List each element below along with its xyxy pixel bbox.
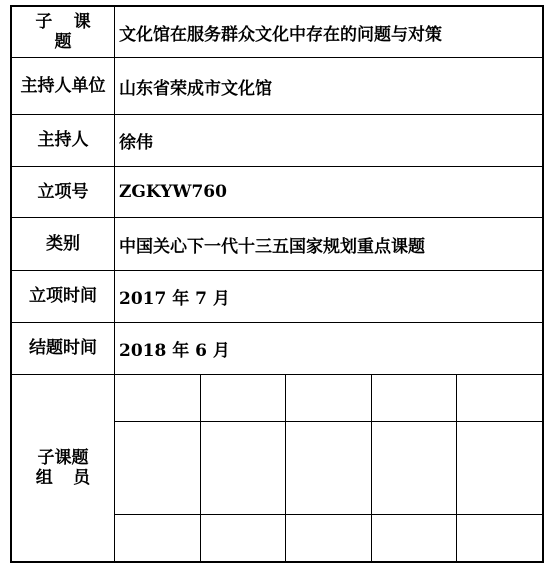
member-slot xyxy=(457,422,542,515)
value-start-date: 2017 年 7 月 xyxy=(115,271,543,323)
members-grid xyxy=(115,375,542,561)
member-slot xyxy=(115,422,200,515)
member-slot xyxy=(371,375,456,422)
member-slot xyxy=(115,375,200,422)
label-subproject: 子 课 题 xyxy=(12,7,115,58)
member-slot xyxy=(200,515,285,562)
member-slot xyxy=(286,422,371,515)
label-members-line2: 组员 xyxy=(35,468,111,488)
form-row-category xyxy=(12,218,543,271)
value-category: 中国关心下一代十三五国家规划重点课题 xyxy=(115,218,543,271)
members-grid-row xyxy=(115,422,542,515)
value-end-date: 2018 年 6 月 xyxy=(115,323,543,375)
members-grid-cell xyxy=(115,375,543,562)
member-slot xyxy=(371,515,456,562)
members-grid-row xyxy=(115,375,542,422)
form-row-end-date xyxy=(12,323,543,375)
form-row-members xyxy=(12,375,543,562)
label-category: 类别 xyxy=(12,218,115,271)
members-grid-row xyxy=(115,515,542,562)
form-row-subproject xyxy=(12,7,543,58)
value-subproject: 文化馆在服务群众文化中存在的问题与对策 xyxy=(115,7,543,58)
form-row-project-number xyxy=(12,167,543,218)
form-table xyxy=(11,6,543,562)
member-slot xyxy=(200,375,285,422)
member-slot xyxy=(115,515,200,562)
label-members-line1: 子课题 xyxy=(37,447,89,468)
form-row-start-date xyxy=(12,271,543,323)
member-slot xyxy=(286,515,371,562)
label-project-number: 立项号 xyxy=(12,167,115,218)
label-members xyxy=(12,375,115,562)
member-slot xyxy=(286,375,371,422)
form-row-host xyxy=(12,115,543,167)
label-start-date: 立项时间 xyxy=(12,271,115,323)
form-row-host-unit xyxy=(12,58,543,115)
member-slot xyxy=(371,422,456,515)
member-slot xyxy=(457,515,542,562)
value-host-unit: 山东省荣成市文化馆 xyxy=(115,58,543,115)
label-host: 主持人 xyxy=(12,115,115,167)
label-host-unit: 主持人单位 xyxy=(12,58,115,115)
value-project-number: ZGKYW760 xyxy=(115,167,543,218)
label-end-date: 结题时间 xyxy=(12,323,115,375)
member-slot xyxy=(457,375,542,422)
member-slot xyxy=(200,422,285,515)
research-project-form xyxy=(10,5,544,563)
value-host: 徐伟 xyxy=(115,115,543,167)
